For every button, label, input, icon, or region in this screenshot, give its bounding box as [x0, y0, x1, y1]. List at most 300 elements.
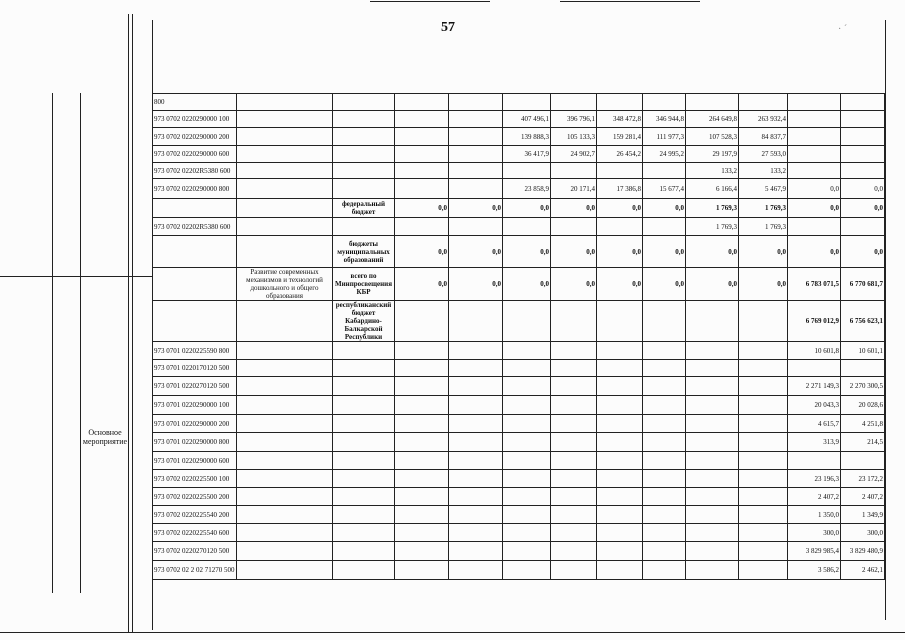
value-cell: 6 756 623,1	[841, 301, 885, 342]
value-cell: 0,0	[597, 236, 643, 268]
funding-source-cell	[333, 342, 395, 360]
value-cell: 26 454,2	[597, 146, 643, 163]
value-cell	[739, 488, 788, 506]
table-row	[153, 377, 885, 396]
value-cell	[449, 111, 503, 128]
value-cell	[597, 301, 643, 342]
value-cell	[449, 488, 503, 506]
value-cell	[739, 377, 788, 396]
value-cell	[841, 163, 885, 179]
value-cell: 0,0	[788, 236, 841, 268]
value-cell: 24 902,7	[551, 146, 597, 163]
event-name-cell	[237, 506, 333, 524]
budget-code-cell	[153, 301, 237, 342]
value-cell: 0,0	[395, 268, 449, 301]
value-cell: 0,0	[449, 199, 503, 218]
table-row	[153, 268, 885, 301]
value-cell: 1 769,3	[686, 218, 739, 236]
event-name-cell	[237, 199, 333, 218]
value-cell: 20 171,4	[551, 179, 597, 199]
value-cell	[643, 377, 686, 396]
value-cell	[449, 415, 503, 433]
value-cell	[686, 301, 739, 342]
budget-code-cell: 973 0701 0220170120 500	[153, 360, 237, 377]
value-cell	[788, 163, 841, 179]
left-border-line-2	[132, 14, 133, 632]
value-cell	[841, 218, 885, 236]
value-cell	[551, 342, 597, 360]
value-cell: 23 858,9	[503, 179, 551, 199]
value-cell	[449, 561, 503, 580]
value-cell: 0,0	[686, 268, 739, 301]
value-cell	[551, 218, 597, 236]
table-row	[153, 128, 885, 146]
value-cell	[395, 488, 449, 506]
funding-source-cell	[333, 488, 395, 506]
value-cell	[597, 524, 643, 542]
funding-source-cell	[333, 128, 395, 146]
value-cell: 0,0	[597, 268, 643, 301]
funding-source-cell	[333, 163, 395, 179]
value-cell	[395, 94, 449, 111]
value-cell: 36 417,9	[503, 146, 551, 163]
value-cell	[643, 94, 686, 111]
event-name-cell	[237, 179, 333, 199]
value-cell	[449, 433, 503, 452]
value-cell: 1 350,0	[788, 506, 841, 524]
value-cell: 3 829 480,9	[841, 542, 885, 561]
funding-source-cell	[333, 470, 395, 488]
value-cell: 6 783 071,5	[788, 268, 841, 301]
value-cell	[686, 542, 739, 561]
value-cell	[503, 360, 551, 377]
budget-code-cell: 973 0701 0220290000 100	[153, 396, 237, 415]
value-cell: 0,0	[739, 236, 788, 268]
value-cell	[739, 360, 788, 377]
value-cell	[395, 396, 449, 415]
value-cell	[643, 452, 686, 470]
value-cell	[739, 524, 788, 542]
value-cell: 2 407,2	[788, 488, 841, 506]
funding-source-cell	[333, 415, 395, 433]
value-cell: 263 932,4	[739, 111, 788, 128]
value-cell	[597, 470, 643, 488]
value-cell	[686, 506, 739, 524]
event-name-cell	[237, 301, 333, 342]
funding-source-cell	[333, 561, 395, 580]
value-cell	[449, 342, 503, 360]
value-cell	[686, 524, 739, 542]
value-cell	[449, 179, 503, 199]
value-cell	[597, 396, 643, 415]
value-cell: 0,0	[788, 199, 841, 218]
value-cell: 0,0	[686, 236, 739, 268]
table-row	[153, 146, 885, 163]
value-cell	[597, 218, 643, 236]
value-cell	[597, 415, 643, 433]
value-cell	[597, 452, 643, 470]
value-cell: 300,0	[841, 524, 885, 542]
value-cell: 4 615,7	[788, 415, 841, 433]
table-row	[153, 506, 885, 524]
value-cell	[395, 415, 449, 433]
event-name-cell	[237, 111, 333, 128]
value-cell	[395, 561, 449, 580]
value-cell	[503, 218, 551, 236]
main-event-label: Основное мероприятие	[82, 428, 128, 446]
value-cell	[597, 360, 643, 377]
value-cell	[841, 452, 885, 470]
value-cell	[686, 377, 739, 396]
left-border-line	[128, 14, 129, 632]
budget-code-cell: 973 0701 0220270120 500	[153, 377, 237, 396]
funding-source-cell: республиканский бюджет Кабардино-Балкарской Республики	[333, 301, 395, 342]
value-cell	[449, 396, 503, 415]
funding-source-cell	[333, 146, 395, 163]
value-cell: 0,0	[395, 236, 449, 268]
value-cell	[449, 128, 503, 146]
top-line-2	[560, 1, 700, 2]
budget-code-cell	[153, 236, 237, 268]
event-name-cell	[237, 415, 333, 433]
value-cell	[395, 218, 449, 236]
value-cell: 24 995,2	[643, 146, 686, 163]
value-cell	[551, 542, 597, 561]
value-cell: 1 349,9	[841, 506, 885, 524]
value-cell	[841, 128, 885, 146]
value-cell	[686, 470, 739, 488]
value-cell	[686, 433, 739, 452]
value-cell	[597, 488, 643, 506]
value-cell: 20 043,3	[788, 396, 841, 415]
budget-code-cell: 973 0701 0220225590 800	[153, 342, 237, 360]
value-cell	[551, 415, 597, 433]
value-cell	[643, 396, 686, 415]
event-name-cell: Развитие современных механизмов и технологий дошкольного и общего образования	[237, 268, 333, 301]
value-cell	[449, 470, 503, 488]
value-cell: 0,0	[503, 236, 551, 268]
value-cell	[449, 163, 503, 179]
event-name-cell	[237, 360, 333, 377]
value-cell	[551, 360, 597, 377]
value-cell	[395, 377, 449, 396]
event-name-cell	[237, 561, 333, 580]
event-name-cell	[237, 146, 333, 163]
funding-source-cell	[333, 506, 395, 524]
value-cell: 346 944,8	[643, 111, 686, 128]
value-cell	[551, 488, 597, 506]
table-row	[153, 360, 885, 377]
table-row	[153, 433, 885, 452]
value-cell	[551, 561, 597, 580]
value-cell	[551, 433, 597, 452]
value-cell	[686, 396, 739, 415]
value-cell	[739, 542, 788, 561]
table-row	[153, 415, 885, 433]
table-row	[153, 452, 885, 470]
value-cell	[503, 94, 551, 111]
value-cell: 0,0	[551, 236, 597, 268]
value-cell	[739, 342, 788, 360]
value-cell	[686, 360, 739, 377]
value-cell	[503, 506, 551, 524]
budget-code-cell: 973 0701 0220290000 600	[153, 452, 237, 470]
event-name-cell	[237, 433, 333, 452]
table-row	[153, 94, 885, 111]
value-cell	[643, 360, 686, 377]
budget-code-cell: 973 0702 0220225540 200	[153, 506, 237, 524]
budget-code-cell: 973 0702 02 2 02 71270 500	[153, 561, 237, 580]
value-cell: 15 677,4	[643, 179, 686, 199]
value-cell: 0,0	[449, 236, 503, 268]
value-cell: 348 472,8	[597, 111, 643, 128]
value-cell	[449, 377, 503, 396]
value-cell	[739, 452, 788, 470]
value-cell: 105 133,3	[551, 128, 597, 146]
funding-source-cell	[333, 433, 395, 452]
table-row	[153, 561, 885, 580]
value-cell	[643, 433, 686, 452]
value-cell: 0,0	[643, 199, 686, 218]
table-row	[153, 524, 885, 542]
value-cell	[449, 452, 503, 470]
table-row	[153, 163, 885, 179]
value-cell	[395, 342, 449, 360]
value-cell	[597, 506, 643, 524]
value-cell: 0,0	[503, 199, 551, 218]
budget-code-cell: 973 0702 0220290000 200	[153, 128, 237, 146]
budget-table	[152, 93, 885, 580]
value-cell	[686, 415, 739, 433]
top-line	[370, 1, 490, 2]
value-cell	[739, 433, 788, 452]
value-cell: 0,0	[597, 199, 643, 218]
table-row	[153, 342, 885, 360]
budget-code-cell	[153, 268, 237, 301]
value-cell	[686, 488, 739, 506]
funding-source-cell	[333, 179, 395, 199]
value-cell: 0,0	[788, 179, 841, 199]
budget-code-cell: 973 0702 0220225500 200	[153, 488, 237, 506]
funding-source-cell	[333, 542, 395, 561]
value-cell: 0,0	[551, 199, 597, 218]
value-cell	[449, 146, 503, 163]
budget-code-cell: 973 0702 0220290000 600	[153, 146, 237, 163]
value-cell: 0,0	[395, 199, 449, 218]
value-cell: 4 251,8	[841, 415, 885, 433]
value-cell	[395, 301, 449, 342]
value-cell	[643, 342, 686, 360]
col-left-1	[52, 93, 53, 593]
value-cell	[739, 94, 788, 111]
table-row	[153, 179, 885, 199]
value-cell	[503, 561, 551, 580]
value-cell	[503, 301, 551, 342]
value-cell	[503, 452, 551, 470]
value-cell: 107 528,3	[686, 128, 739, 146]
event-name-cell	[237, 396, 333, 415]
value-cell: 10 601,8	[788, 342, 841, 360]
value-cell: 84 837,7	[739, 128, 788, 146]
value-cell: 5 467,9	[739, 179, 788, 199]
value-cell	[449, 301, 503, 342]
value-cell: 1 769,3	[739, 218, 788, 236]
value-cell: 133,2	[686, 163, 739, 179]
value-cell: 0,0	[449, 268, 503, 301]
value-cell	[449, 218, 503, 236]
value-cell: 6 166,4	[686, 179, 739, 199]
value-cell	[395, 146, 449, 163]
funding-source-cell	[333, 94, 395, 111]
value-cell	[597, 377, 643, 396]
value-cell	[395, 433, 449, 452]
value-cell	[395, 128, 449, 146]
event-name-cell	[237, 236, 333, 268]
value-cell: 17 386,8	[597, 179, 643, 199]
funding-source-cell: федеральный бюджет	[333, 199, 395, 218]
value-cell: 159 281,4	[597, 128, 643, 146]
table-row	[153, 470, 885, 488]
funding-source-cell: всего по Минпросвещения КБР	[333, 268, 395, 301]
value-cell	[597, 163, 643, 179]
event-name-cell	[237, 94, 333, 111]
value-cell: 0,0	[841, 236, 885, 268]
value-cell	[643, 218, 686, 236]
value-cell	[643, 561, 686, 580]
value-cell: 0,0	[503, 268, 551, 301]
value-cell: 23 172,2	[841, 470, 885, 488]
value-cell	[643, 524, 686, 542]
value-cell	[788, 452, 841, 470]
budget-code-cell: 973 0702 02202R5380 600	[153, 218, 237, 236]
event-name-cell	[237, 377, 333, 396]
value-cell	[841, 146, 885, 163]
value-cell	[643, 488, 686, 506]
value-cell	[449, 360, 503, 377]
value-cell	[597, 561, 643, 580]
value-cell	[686, 561, 739, 580]
value-cell	[395, 506, 449, 524]
value-cell: 133,2	[739, 163, 788, 179]
value-cell	[841, 111, 885, 128]
table-row	[153, 396, 885, 415]
value-cell	[643, 163, 686, 179]
value-cell	[395, 524, 449, 542]
funding-source-cell: бюджеты муниципальных образований	[333, 236, 395, 268]
value-cell	[597, 342, 643, 360]
value-cell: 6 769 012,9	[788, 301, 841, 342]
value-cell	[503, 342, 551, 360]
section-divider	[0, 276, 152, 277]
funding-source-cell	[333, 218, 395, 236]
bottom-line	[0, 632, 905, 633]
value-cell: 27 593,0	[739, 146, 788, 163]
scan-speck: · ´	[838, 24, 848, 35]
value-cell	[643, 415, 686, 433]
value-cell	[686, 342, 739, 360]
value-cell: 29 197,9	[686, 146, 739, 163]
page-number: 57	[441, 20, 455, 35]
value-cell	[503, 163, 551, 179]
value-cell: 214,5	[841, 433, 885, 452]
value-cell	[739, 415, 788, 433]
value-cell	[395, 179, 449, 199]
value-cell	[449, 542, 503, 561]
value-cell: 3 829 985,4	[788, 542, 841, 561]
event-name-cell	[237, 218, 333, 236]
value-cell	[395, 470, 449, 488]
value-cell	[551, 163, 597, 179]
value-cell	[395, 111, 449, 128]
value-cell	[551, 452, 597, 470]
value-cell	[395, 542, 449, 561]
value-cell	[503, 524, 551, 542]
value-cell	[597, 542, 643, 561]
value-cell: 0,0	[643, 268, 686, 301]
col-left-2	[80, 93, 81, 593]
value-cell: 407 496,1	[503, 111, 551, 128]
value-cell	[643, 542, 686, 561]
event-name-cell	[237, 488, 333, 506]
budget-code-cell: 973 0702 0220225500 100	[153, 470, 237, 488]
value-cell	[395, 452, 449, 470]
event-name-cell	[237, 542, 333, 561]
value-cell: 3 586,2	[788, 561, 841, 580]
value-cell: 139 888,3	[503, 128, 551, 146]
value-cell: 2 462,1	[841, 561, 885, 580]
value-cell	[597, 433, 643, 452]
budget-code-cell: 800	[153, 94, 237, 111]
value-cell	[686, 94, 739, 111]
value-cell	[643, 506, 686, 524]
value-cell	[503, 488, 551, 506]
table-row	[153, 236, 885, 268]
value-cell: 300,0	[788, 524, 841, 542]
value-cell: 111 977,3	[643, 128, 686, 146]
funding-source-cell	[333, 452, 395, 470]
funding-source-cell	[333, 377, 395, 396]
event-name-cell	[237, 128, 333, 146]
budget-code-cell: 973 0702 0220270120 500	[153, 542, 237, 561]
event-name-cell	[237, 452, 333, 470]
value-cell: 10 601,1	[841, 342, 885, 360]
value-cell	[643, 470, 686, 488]
event-name-cell	[237, 524, 333, 542]
value-cell	[788, 128, 841, 146]
value-cell	[503, 470, 551, 488]
value-cell	[788, 111, 841, 128]
value-cell	[597, 94, 643, 111]
value-cell	[503, 433, 551, 452]
right-edge-line	[885, 20, 886, 620]
value-cell	[551, 301, 597, 342]
value-cell	[841, 94, 885, 111]
value-cell	[643, 301, 686, 342]
funding-source-cell	[333, 524, 395, 542]
budget-code-cell: 973 0702 0220290000 800	[153, 179, 237, 199]
value-cell	[788, 146, 841, 163]
value-cell	[503, 377, 551, 396]
value-cell	[551, 396, 597, 415]
value-cell: 0,0	[551, 268, 597, 301]
value-cell: 0,0	[841, 179, 885, 199]
value-cell	[739, 506, 788, 524]
value-cell: 23 196,3	[788, 470, 841, 488]
budget-code-cell: 973 0702 0220290000 100	[153, 111, 237, 128]
value-cell	[686, 452, 739, 470]
value-cell: 0,0	[841, 199, 885, 218]
value-cell	[503, 396, 551, 415]
